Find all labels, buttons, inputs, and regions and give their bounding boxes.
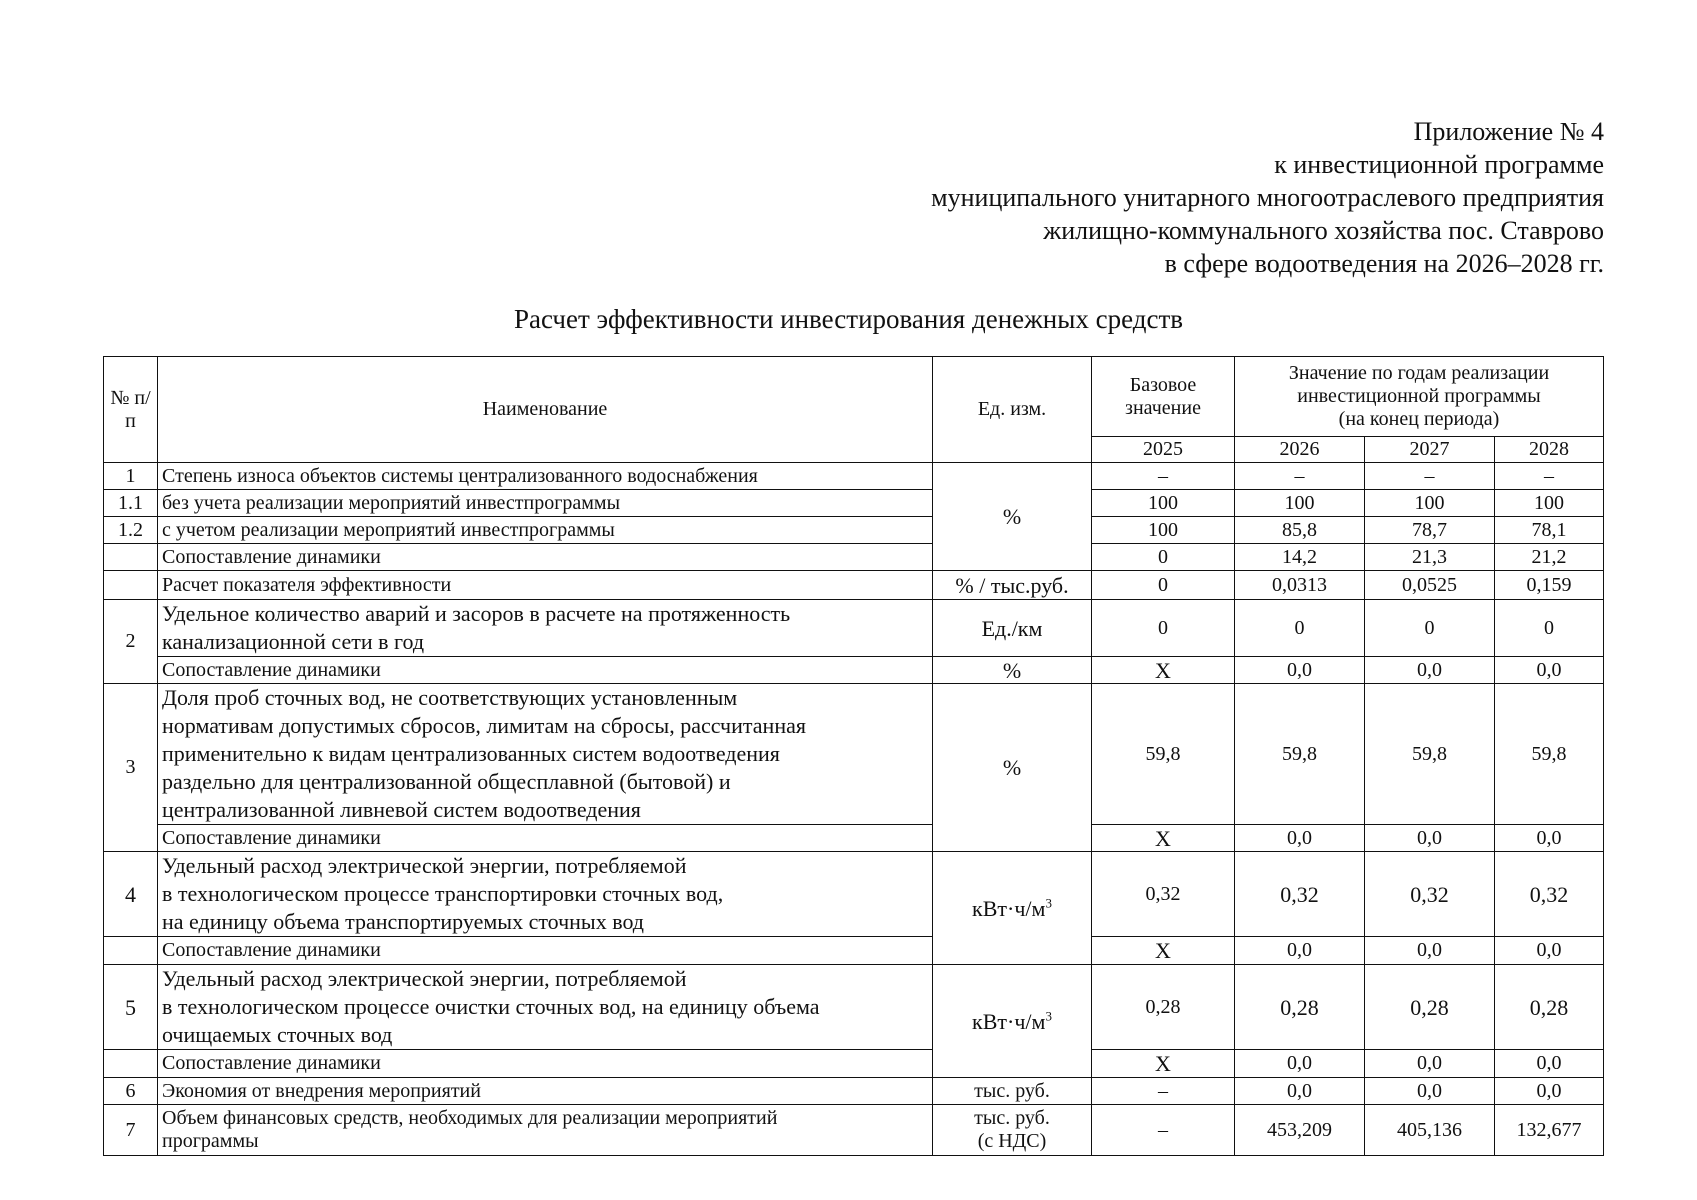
unit-text: кВт·ч/м [972,895,1046,921]
row-value: 453,209 [1235,1105,1365,1156]
row-value: 0,0 [1365,825,1495,852]
row-base: Х [1092,825,1235,852]
row-base: 59,8 [1092,684,1235,825]
row-value: 59,8 [1235,684,1365,825]
row-value: 0,0 [1235,825,1365,852]
row-unit: тыс. руб. [933,1078,1092,1105]
row-name: Сопоставление динамики [158,937,933,965]
appendix-line: муниципального унитарного многоотраслевого предприятия [931,183,1604,212]
row-unit [933,1105,1092,1156]
row-name: Степень износа объектов системы централизованного водоснабжения [158,463,933,490]
row-base: 100 [1092,517,1235,544]
row-value: 0,0 [1495,825,1604,852]
row-value: – [1365,463,1495,490]
row-num: 4 [104,852,158,937]
row-value: 100 [1495,490,1604,517]
row-num: 1.2 [104,517,158,544]
header-years-group-line: инвестиционной программы [1297,385,1541,407]
row-value: 0,0 [1495,1050,1604,1078]
row-value: 0 [1365,600,1495,657]
row-base: 0 [1092,544,1235,571]
appendix-block [931,115,1604,280]
row-unit: Ед./км [933,600,1092,657]
row-unit: % [933,463,1092,571]
row-num: 3 [104,684,158,852]
row-value: 78,1 [1495,517,1604,544]
row-unit-line: (с НДС) [977,1130,1047,1152]
row-num: 1 [104,463,158,490]
row-value: 0,28 [1235,965,1365,1050]
row-value: 0 [1235,600,1365,657]
header-base: Базовое значение [1092,357,1235,437]
row-name [158,852,933,937]
row-base: Х [1092,937,1235,965]
row-base: – [1092,1078,1235,1105]
table-row [104,600,1604,657]
row-name [158,684,933,825]
row-value: 0,0 [1365,937,1495,965]
row-value: 0,32 [1495,852,1604,937]
row-value: 0,28 [1365,965,1495,1050]
row-name-line: Удельный расход электрической энергии, потребляемой [162,853,687,878]
row-value: 0,0 [1495,657,1604,684]
row-value: 0 [1495,600,1604,657]
row-value: 405,136 [1365,1105,1495,1156]
row-name-line: применительно к видам централизованных систем водоотведения [162,741,780,766]
row-name: Сопоставление динамики [158,657,933,684]
row-base: – [1092,1105,1235,1156]
row-num [104,1050,158,1078]
row-base: 100 [1092,490,1235,517]
row-base: 0,32 [1092,852,1235,937]
header-num: № п/п [104,357,158,463]
row-name-line: Доля проб сточных вод, не соответствующих установленным [162,685,738,710]
row-value: 0,0 [1365,657,1495,684]
row-name [158,600,933,657]
row-unit-line: тыс. руб. [974,1107,1050,1129]
row-value: 21,3 [1365,544,1495,571]
table-row [104,825,1604,852]
table-header-row [104,357,1604,437]
row-name-line: программы [162,1130,259,1152]
table-row [104,463,1604,490]
table-row [104,852,1604,937]
row-name: Экономия от внедрения мероприятий [158,1078,933,1105]
row-base: – [1092,463,1235,490]
row-num: 1.1 [104,490,158,517]
row-unit: % [933,684,1092,852]
appendix-line: Приложение № 4 [1413,117,1604,146]
row-name-line: на единицу объема транспортируемых сточных вод [162,909,645,934]
row-value: 0,0525 [1365,571,1495,600]
unit-superscript: 3 [1045,895,1052,911]
row-value: 0,0 [1235,1078,1365,1105]
unit-text: кВт·ч/м [972,1008,1046,1034]
row-value: 59,8 [1365,684,1495,825]
header-year: 2027 [1365,437,1495,463]
table-row [104,1105,1604,1156]
row-name-line: очищаемых сточных вод [162,1022,393,1047]
header-years-group-line: Значение по годам реализации [1288,362,1550,384]
row-unit [933,965,1092,1078]
row-name: Сопоставление динамики [158,825,933,852]
appendix-line: к инвестиционной программе [1274,150,1604,179]
table-row [104,937,1604,965]
table-row [104,1050,1604,1078]
row-unit: % [933,657,1092,684]
table-row [104,517,1604,544]
row-value: 0,0 [1235,937,1365,965]
table-row [104,1078,1604,1105]
header-year: 2028 [1495,437,1604,463]
row-num [104,544,158,571]
header-years-group [1235,357,1604,437]
row-value: 0,32 [1235,852,1365,937]
row-value: 100 [1235,490,1365,517]
row-value: 0,0 [1235,1050,1365,1078]
row-value: 78,7 [1365,517,1495,544]
row-value: 0,0 [1365,1050,1495,1078]
row-value: 59,8 [1495,684,1604,825]
document-title: Расчет эффективности инвестирования денежных средств [513,304,1183,334]
row-value: – [1235,463,1365,490]
row-value: 0,0 [1365,1078,1495,1105]
table-row [104,965,1604,1050]
row-value: 0,159 [1495,571,1604,600]
row-base: 0 [1092,600,1235,657]
row-name-line: Объем финансовых средств, необходимых для реализации мероприятий [162,1107,778,1129]
row-value: 100 [1365,490,1495,517]
row-value: 0,0 [1235,657,1365,684]
row-value: 0,0 [1495,1078,1604,1105]
table-row [104,544,1604,571]
row-name [158,965,933,1050]
row-value: 0,32 [1365,852,1495,937]
row-num: 2 [104,600,158,684]
header-years-group-line: (на конец периода) [1338,408,1500,430]
row-num: 7 [104,1105,158,1156]
row-name [158,1105,933,1156]
row-name: с учетом реализации мероприятий инвестпрограммы [158,517,933,544]
table-row [104,684,1604,825]
row-base: Х [1092,1050,1235,1078]
row-value: 132,677 [1495,1105,1604,1156]
row-name-line: канализационной сети в год [162,629,425,654]
row-unit: % / тыс.руб. [933,571,1092,600]
row-num: 5 [104,965,158,1050]
row-name-line: нормативам допустимых сбросов, лимитам на сбросы, рассчитанная [162,713,806,738]
row-num: 6 [104,1078,158,1105]
header-year: 2026 [1235,437,1365,463]
row-num [104,937,158,965]
row-name: Сопоставление динамики [158,544,933,571]
row-name-line: централизованной ливневой систем водоотведения [162,797,641,822]
row-name: Сопоставление динамики [158,1050,933,1078]
appendix-line: жилищно-коммунального хозяйства пос. Ставрово [1043,216,1604,245]
unit-superscript: 3 [1045,1008,1052,1024]
row-name-line: раздельно для централизованной общесплавной (бытовой) и [162,769,731,794]
row-value: 85,8 [1235,517,1365,544]
table-row [104,657,1604,684]
row-name-line: в технологическом процессе очистки сточных вод, на единицу объема [162,994,820,1019]
row-name-line: Удельное количество аварий и засоров в расчете на протяженность [162,601,791,626]
row-name: Расчет показателя эффективности [158,571,933,600]
row-base: Х [1092,657,1235,684]
row-value: 0,0 [1495,937,1604,965]
row-name-line: Удельный расход электрической энергии, потребляемой [162,966,687,991]
row-value: 0,0313 [1235,571,1365,600]
row-value: 14,2 [1235,544,1365,571]
row-value: 0,28 [1495,965,1604,1050]
row-base: 0,28 [1092,965,1235,1050]
row-value: 21,2 [1495,544,1604,571]
header-base-year: 2025 [1092,437,1235,463]
header-unit: Ед. изм. [933,357,1092,463]
row-unit [933,852,1092,965]
row-name-line: в технологическом процессе транспортировки сточных вод, [162,881,724,906]
row-value: – [1495,463,1604,490]
table-row [104,571,1604,600]
table-row [104,490,1604,517]
efficiency-table [103,356,1604,1156]
row-base: 0 [1092,571,1235,600]
row-num [104,571,158,600]
row-name: без учета реализации мероприятий инвестпрограммы [158,490,933,517]
appendix-line: в сфере водоотведения на 2026–2028 гг. [1164,249,1604,278]
header-name: Наименование [158,357,933,463]
